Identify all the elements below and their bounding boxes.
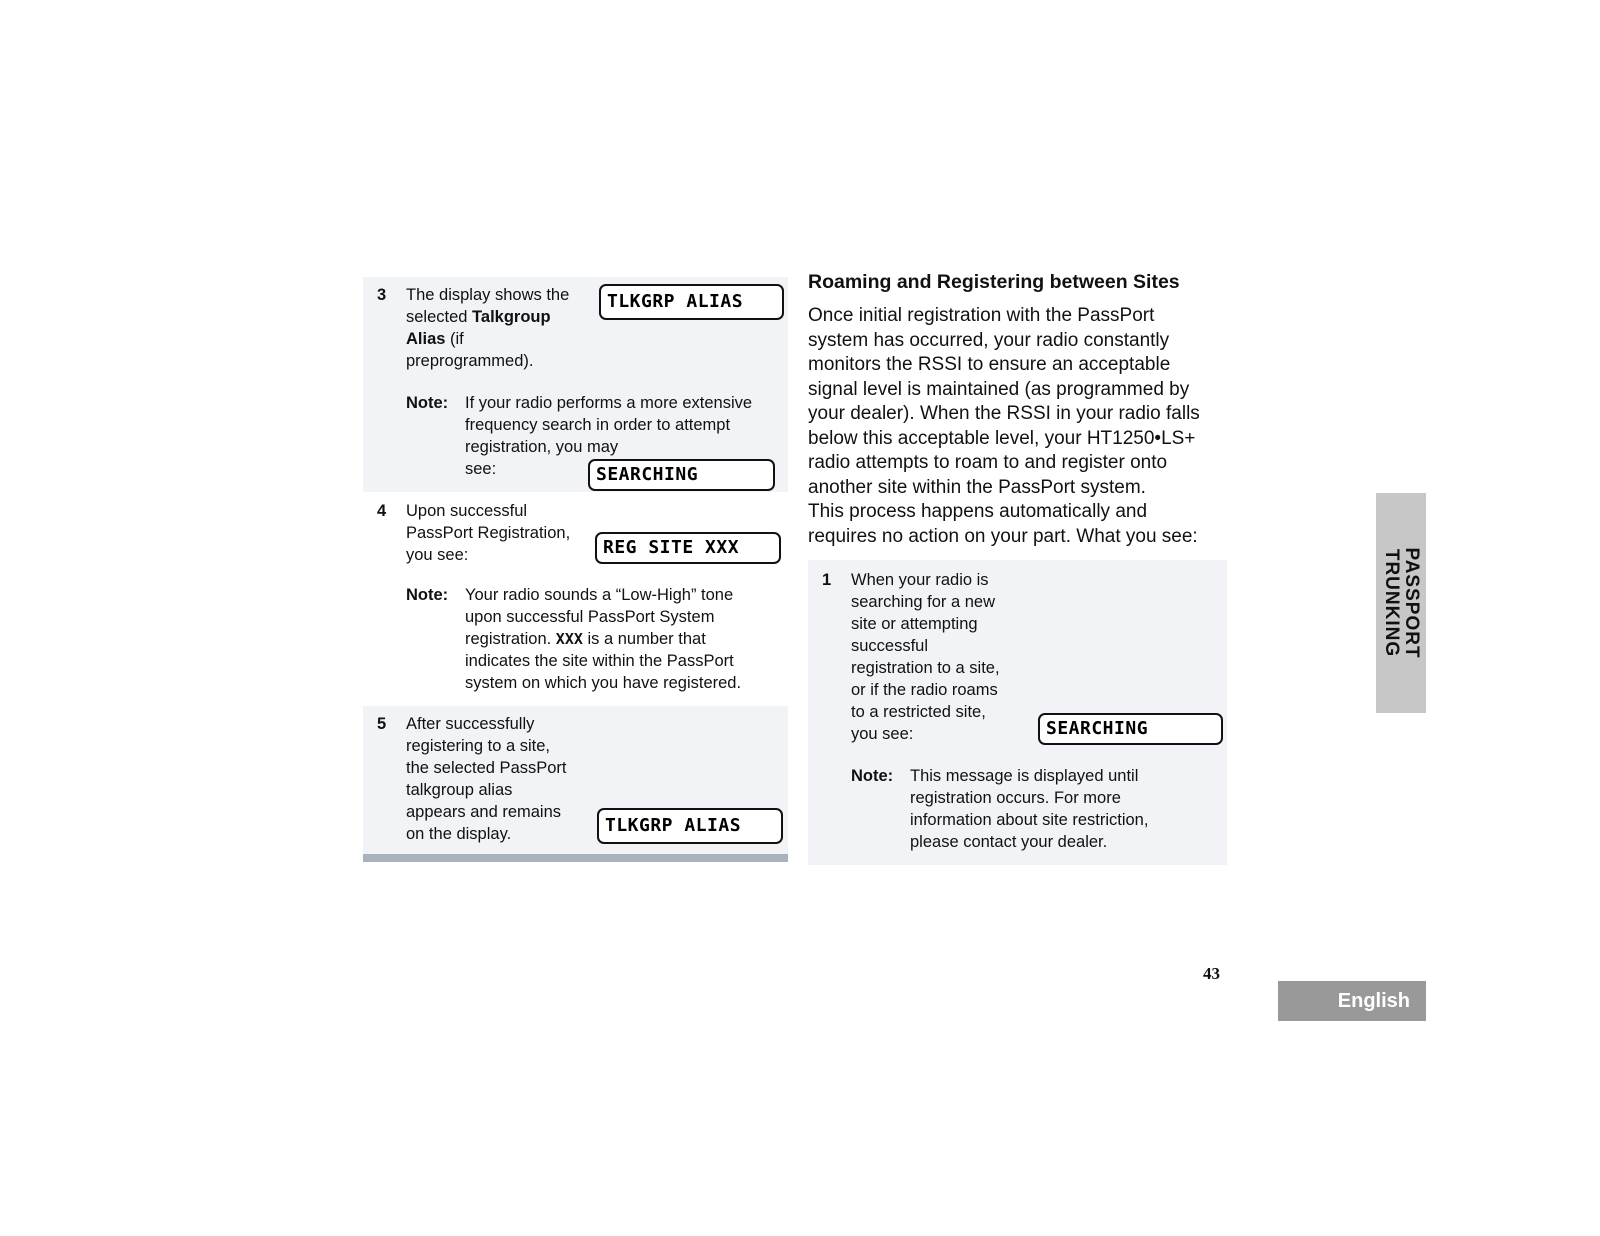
step-3-text: The display shows the selected Talkgroup Alias (if preprogrammed).	[406, 286, 570, 370]
section-end-rule	[363, 854, 788, 862]
step-4-number: 4	[377, 502, 387, 520]
roaming-note-label: Note:	[851, 767, 894, 785]
section-heading: Roaming and Registering between Sites	[808, 271, 1180, 293]
display-searching-roaming: SEARCHING	[1038, 713, 1223, 745]
roaming-step-1-text: When your radio is searching for a new site or attempting successful registration to a site, or if the radio roams to a restricted site, you see:	[851, 571, 1000, 743]
step-5-text: After successfully registering to a site, the selected PassPort talkgroup alias appears and remains on the display.	[406, 715, 567, 843]
display-talkgroup-alias-final: TLKGRP ALIAS	[597, 808, 783, 844]
display-reg-site: REG SITE XXX	[595, 532, 781, 564]
roaming-note-text: This message is displayed until registration occurs. For more information about site restriction, please contact your dealer.	[910, 767, 1149, 851]
page-number: 43	[1203, 964, 1220, 983]
display-searching: SEARCHING	[588, 459, 775, 491]
step-4-note-label: Note:	[406, 586, 449, 604]
step-4-note-text: Your radio sounds a “Low-High” tone upon successful PassPort System registration. XXX is a number that indicates the site within the PassPort system on which you have registered.	[465, 586, 742, 692]
step-3-note-label: Note:	[406, 394, 449, 412]
section-side-tab-label: PASSPORT TRUNKING	[1381, 547, 1422, 659]
display-talkgroup-alias: TLKGRP ALIAS	[599, 284, 784, 320]
intro-paragraph: Once initial registration with the PassPort system has occurred, your radio constantly monitors the RSSI to ensure an acceptable signal level is maintained (as programmed by your dealer). When the RSSI in your radio falls below this acceptable level, your HT1250•LS+ radio attempts to roam to and register onto another site within the PassPort system. This process happens automatically and requires no action on your part. What you see:	[808, 305, 1200, 547]
step-3-number: 3	[377, 286, 387, 304]
step-3-note-text: If your radio performs a more extensive frequency search in order to attempt registration, you may see:	[465, 394, 753, 478]
step-5-number: 5	[377, 715, 387, 733]
section-side-tab	[1376, 493, 1426, 713]
step-4-text: Upon successful PassPort Registration, you see:	[406, 502, 571, 564]
roaming-step-1-number: 1	[822, 571, 832, 589]
language-tab: English	[1278, 981, 1426, 1021]
